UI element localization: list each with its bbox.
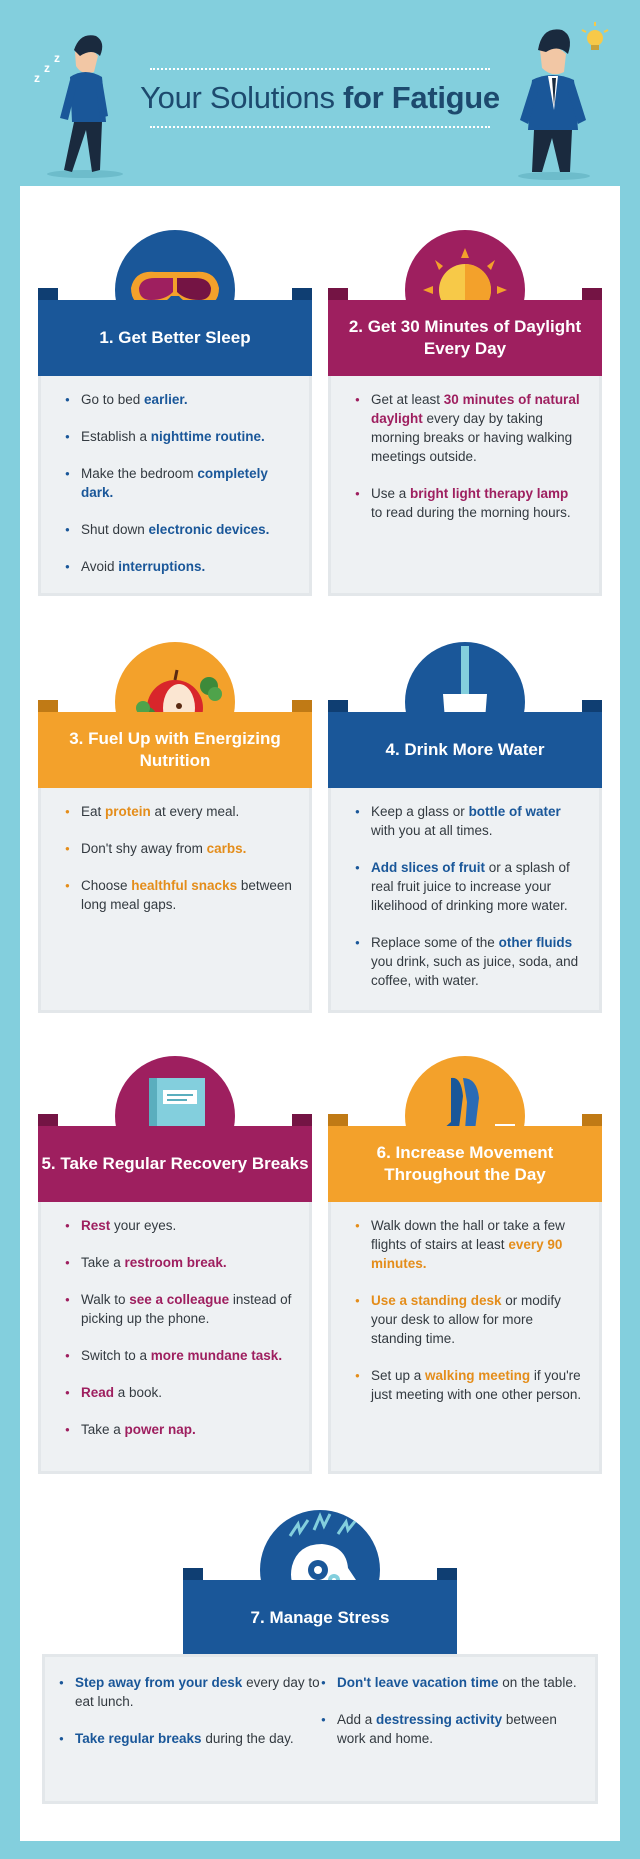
- banner-fold-left: [328, 288, 348, 300]
- stress-list-left: [59, 1673, 321, 1766]
- body-text: Walk to: [81, 1292, 130, 1307]
- list-item: [355, 1291, 583, 1348]
- list-item: [65, 427, 293, 446]
- body-text: Make the bedroom: [81, 466, 198, 481]
- banner-fold-right: [437, 1568, 457, 1580]
- body-text: Don't shy away from: [81, 841, 207, 856]
- body-text: Choose: [81, 878, 132, 893]
- title-block: [140, 68, 500, 128]
- stress-list-right: [321, 1673, 583, 1766]
- highlight-text: completely dark.: [81, 466, 268, 500]
- section-body: [328, 376, 602, 596]
- highlight-text: Take regular breaks: [75, 1731, 202, 1746]
- header: [0, 0, 640, 190]
- section-title: 7. Manage Stress: [183, 1580, 457, 1656]
- banner-fold-left: [38, 700, 58, 712]
- list-item: [65, 390, 293, 409]
- body-text: Use a: [371, 486, 411, 501]
- highlight-text: every 90 minutes.: [371, 1237, 563, 1271]
- section-title: 1. Get Better Sleep: [38, 300, 312, 376]
- highlight-text: power nap.: [124, 1422, 196, 1437]
- highlight-text: restroom break.: [124, 1255, 227, 1270]
- body-text: Go to bed: [81, 392, 145, 407]
- highlight-text: interruptions.: [118, 559, 206, 574]
- list-item: [321, 1710, 583, 1748]
- list-item: [65, 1253, 293, 1272]
- highlight-text: other fluids: [498, 935, 573, 950]
- list-item: [355, 933, 583, 990]
- bottom-border: [20, 1841, 620, 1859]
- body-text: Add a: [337, 1712, 377, 1727]
- list-item: [65, 520, 293, 539]
- section-body: [328, 788, 602, 1013]
- body-text: Get at least: [371, 392, 444, 407]
- banner-fold-left: [183, 1568, 203, 1580]
- banner-fold-left: [328, 700, 348, 712]
- banner-fold-left: [328, 1114, 348, 1126]
- bullet-list: [41, 376, 309, 590]
- banner-fold-right: [582, 1114, 602, 1126]
- banner-fold-right: [582, 288, 602, 300]
- body-text: during the day.: [201, 1731, 294, 1746]
- bullet-list: [331, 376, 599, 536]
- body-text: Replace some of the: [371, 935, 499, 950]
- bullet-list: [41, 1202, 309, 1453]
- list-item: [65, 802, 293, 821]
- body-text: Walk down the hall or take a few flights of stairs at least: [371, 1218, 565, 1252]
- zzz-icon: [32, 48, 72, 88]
- lightbulb-icon: [578, 20, 612, 60]
- body-text: between long meal gaps.: [81, 878, 292, 912]
- highlight-text: bright light therapy lamp: [410, 486, 569, 501]
- list-item: [355, 802, 583, 840]
- list-item: [65, 876, 293, 914]
- highlight-text: carbs.: [206, 841, 247, 856]
- sleepy-person-icon: [30, 22, 130, 182]
- body-text: or a splash of real fruit juice to increase your likelihood of drinking more water.: [371, 860, 570, 913]
- highlight-text: see a colleague: [129, 1292, 230, 1307]
- title-regular: Your Solutions: [140, 80, 343, 115]
- section-body: [38, 376, 312, 596]
- body-text: Keep a glass or: [371, 804, 469, 819]
- svg-text:z: z: [54, 51, 60, 65]
- body-text: or modify your desk to allow for more standing time.: [371, 1293, 561, 1346]
- list-item: [355, 1216, 583, 1273]
- bullet-list: [331, 788, 599, 1004]
- banner-fold-right: [292, 700, 312, 712]
- highlight-text: earlier.: [144, 392, 188, 407]
- section-body: [328, 1202, 602, 1474]
- highlight-text: destressing activity: [376, 1712, 503, 1727]
- body-text: a book.: [114, 1385, 163, 1400]
- list-item: [355, 390, 583, 466]
- list-item: [65, 1216, 293, 1235]
- body-text: Switch to a: [81, 1348, 151, 1363]
- title-rule-bottom: [150, 126, 490, 128]
- body-text: every day to eat lunch.: [75, 1675, 320, 1709]
- page-title: [140, 80, 500, 116]
- body-text: Take a: [81, 1255, 125, 1270]
- section-title: 4. Drink More Water: [328, 712, 602, 788]
- highlight-text: Read: [81, 1385, 115, 1400]
- highlight-text: Add slices of fruit: [371, 860, 486, 875]
- body-text: you drink, such as juice, soda, and coffee, with water.: [371, 954, 579, 988]
- bullet-list: [331, 1202, 599, 1418]
- body-text: at every meal.: [150, 804, 240, 819]
- title-rule-top: [150, 68, 490, 70]
- highlight-text: Don't leave vacation time: [337, 1675, 499, 1690]
- body-text: Avoid: [81, 559, 119, 574]
- body-text: Establish a: [81, 429, 151, 444]
- body-text: your eyes.: [110, 1218, 177, 1233]
- section-title: 2. Get 30 Minutes of Daylight Every Day: [328, 300, 602, 376]
- list-item: [59, 1673, 321, 1711]
- highlight-text: Rest: [81, 1218, 111, 1233]
- highlight-text: nighttime routine.: [150, 429, 265, 444]
- section-body: [38, 788, 312, 1013]
- section-title: 3. Fuel Up with Energizing Nutrition: [38, 712, 312, 788]
- list-item: [59, 1729, 321, 1748]
- list-item: [65, 839, 293, 858]
- body-text: if you're just meeting with one other person.: [371, 1368, 582, 1402]
- banner-fold-right: [582, 700, 602, 712]
- banner-fold-left: [38, 1114, 58, 1126]
- body-text: on the table.: [498, 1675, 577, 1690]
- list-item: [65, 1290, 293, 1328]
- highlight-text: bottle of water: [468, 804, 561, 819]
- svg-text:z: z: [44, 61, 50, 75]
- list-item: [355, 1366, 583, 1404]
- banner-fold-right: [292, 1114, 312, 1126]
- list-item: [65, 1346, 293, 1365]
- body-text: Eat: [81, 804, 106, 819]
- highlight-text: electronic devices.: [148, 522, 270, 537]
- highlight-text: more mundane task.: [150, 1348, 283, 1363]
- stress-columns: [45, 1657, 595, 1766]
- stress-body: [42, 1654, 598, 1804]
- body-text: Set up a: [371, 1368, 426, 1383]
- list-item: [321, 1673, 583, 1692]
- list-item: [65, 1420, 293, 1439]
- highlight-text: healthful snacks: [131, 878, 238, 893]
- body-text: Take a: [81, 1422, 125, 1437]
- body-text: instead of picking up the phone.: [81, 1292, 292, 1326]
- highlight-text: protein: [105, 804, 151, 819]
- list-item: [65, 1383, 293, 1402]
- list-item: [65, 464, 293, 502]
- body-text: to read during the morning hours.: [371, 505, 571, 520]
- body-text: Shut down: [81, 522, 149, 537]
- list-item: [355, 484, 583, 522]
- banner-fold-left: [38, 288, 58, 300]
- highlight-text: Step away from your desk: [75, 1675, 243, 1690]
- list-item: [355, 858, 583, 915]
- bullet-list: [41, 788, 309, 928]
- section-title: 5. Take Regular Recovery Breaks: [38, 1126, 312, 1202]
- highlight-text: walking meeting: [425, 1368, 531, 1383]
- section-title: 6. Increase Movement Throughout the Day: [328, 1126, 602, 1202]
- body-text: between work and home.: [337, 1712, 557, 1746]
- highlight-text: 30 minutes of natural daylight: [371, 392, 580, 426]
- title-bold: for Fatigue: [343, 80, 500, 115]
- list-item: [65, 557, 293, 576]
- body-text: every day by taking morning breaks or having walking meetings outside.: [371, 411, 573, 464]
- banner-fold-right: [292, 288, 312, 300]
- highlight-text: Use a standing desk: [371, 1293, 502, 1308]
- section-body: [38, 1202, 312, 1474]
- svg-text:z: z: [34, 71, 40, 85]
- body-text: with you at all times.: [371, 823, 493, 838]
